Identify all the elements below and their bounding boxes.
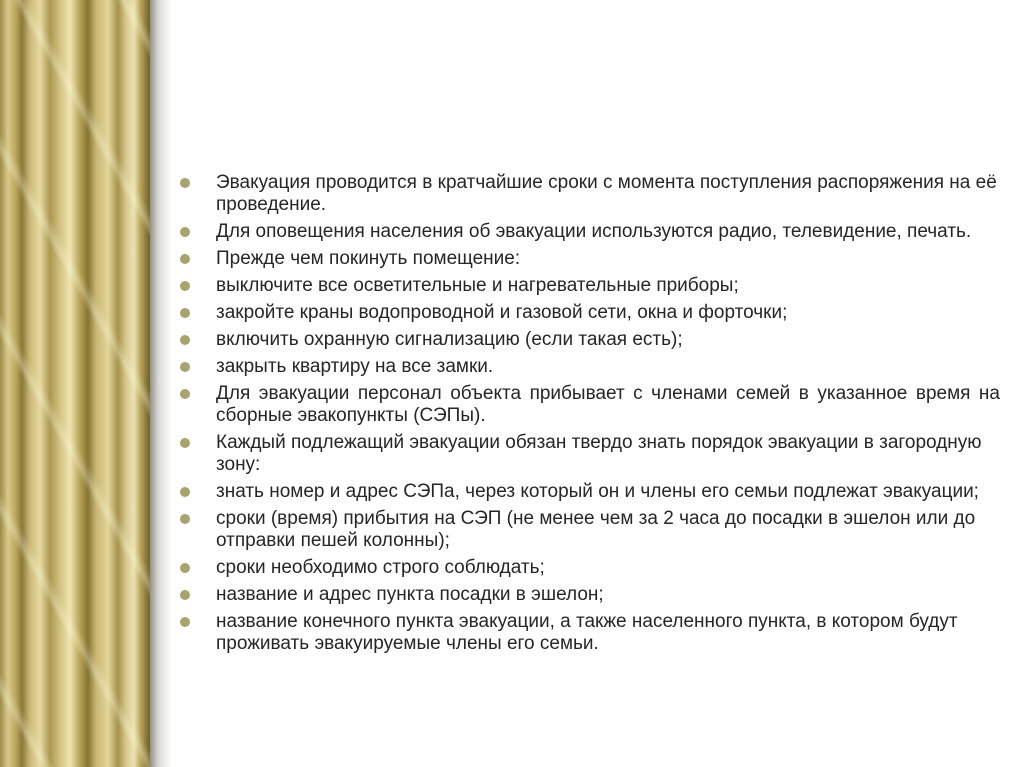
- bullet-text: Прежде чем покинуть помещение:: [216, 248, 521, 269]
- bullet-item: [180, 172, 1000, 216]
- bullet-icon: [180, 362, 190, 372]
- bullet-list: [180, 172, 1000, 655]
- bullet-icon: [180, 227, 190, 237]
- bullet-item: [180, 356, 1000, 378]
- bullet-icon: [180, 178, 190, 188]
- bullet-text: Эвакуация проводится в кратчайшие сроки с момента поступления распоряжения на её проведение.: [216, 172, 997, 215]
- bullet-icon: [180, 438, 190, 448]
- bullet-item: [180, 302, 1000, 324]
- bullet-text: Для оповещения населения об эвакуации используются радио, телевидение, печать.: [216, 221, 972, 242]
- bullet-icon: [180, 308, 190, 318]
- bullet-item: [180, 248, 1000, 270]
- bullet-text: включить охранную сигнализацию (если такая есть);: [216, 329, 683, 350]
- curtain-shadow: [150, 0, 172, 767]
- bullet-icon: [180, 254, 190, 264]
- bullet-text: сроки (время) прибытия на СЭП (не менее чем за 2 часа до посадки в эшелон или до отправки пешей колонны);: [216, 508, 976, 551]
- bullet-item: [180, 432, 1000, 476]
- slide-content: [180, 172, 1000, 660]
- bullet-item: [180, 275, 1000, 297]
- bullet-item: [180, 611, 1000, 655]
- bullet-icon: [180, 514, 190, 524]
- bullet-text: закрыть квартиру на все замки.: [216, 356, 494, 377]
- bullet-text: Для эвакуации персонал объекта прибывает с членами семей в указанное время на сборные эвакопункты (СЭПы).: [216, 383, 1000, 426]
- bullet-icon: [180, 487, 190, 497]
- bullet-item: [180, 221, 1000, 243]
- bullet-text: знать номер и адрес СЭПа, через который он и члены его семьи подлежат эвакуации;: [216, 481, 979, 502]
- curtain-decoration: [0, 0, 150, 767]
- bullet-item: [180, 383, 1000, 427]
- bullet-text: выключите все осветительные и нагревательные приборы;: [216, 275, 739, 296]
- bullet-icon: [180, 563, 190, 573]
- bullet-icon: [180, 590, 190, 600]
- bullet-item: [180, 329, 1000, 351]
- bullet-icon: [180, 389, 190, 399]
- bullet-text: Каждый подлежащий эвакуации обязан твердо знать порядок эвакуации в загородную зону:: [216, 432, 982, 475]
- bullet-text: название и адрес пункта посадки в эшелон;: [216, 584, 604, 605]
- bullet-item: [180, 584, 1000, 606]
- bullet-text: закройте краны водопроводной и газовой сети, окна и форточки;: [216, 302, 788, 323]
- bullet-item: [180, 557, 1000, 579]
- bullet-icon: [180, 335, 190, 345]
- bullet-icon: [180, 617, 190, 627]
- bullet-item: [180, 508, 1000, 552]
- bullet-text: название конечного пункта эвакуации, а также населенного пункта, в котором будут проживать эвакуируемые члены его семьи.: [216, 611, 958, 654]
- bullet-text: сроки необходимо строго соблюдать;: [216, 557, 545, 578]
- bullet-item: [180, 481, 1000, 503]
- bullet-icon: [180, 281, 190, 291]
